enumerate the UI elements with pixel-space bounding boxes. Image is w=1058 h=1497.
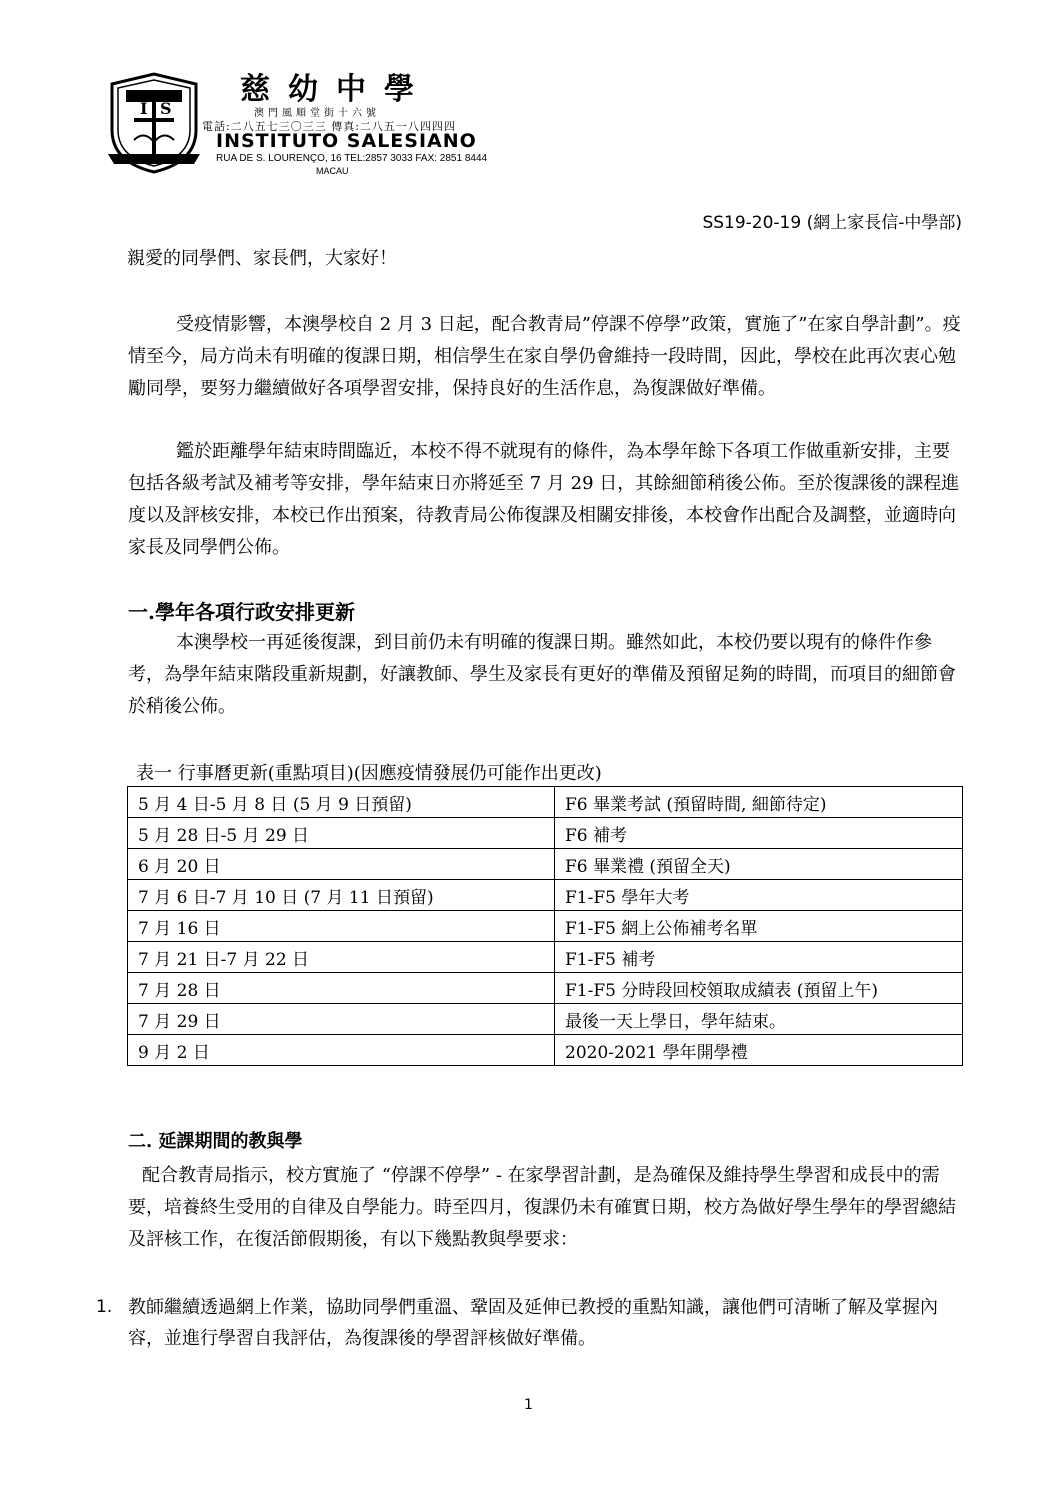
- paragraph-intro-2: 鑑於距離學年結束時間臨近，本校不得不就現有的條件，為本學年餘下各項工作做重新安排，主要包括各級考試及補考等安排，學年結束日亦將延至 7 月 29 日，其餘細節稍後公佈。至於復課後的課程進度以及評核安排，本校已作出預案，待教青局公佈復課及相關安排後，本校會作出配合及調整，並適時向家長及同學們公佈。: [128, 441, 960, 558]
- table-row: [128, 849, 963, 880]
- section2-body: 配合教青局指示，校方實施了 “停課不停學” - 在家學習計劃，是為確保及維持學生學習和成長中的需要，培養終生受用的自律及自學能力。時至四月，復課仍未有確實日期，校方為做好學生學年的學習總結及評核工作，在復活節假期後，有以下幾點教與學要求：: [128, 1165, 956, 1250]
- table-cell-event: F6 畢業考試 (預留時間, 細節待定): [555, 787, 963, 818]
- school-address-cn: 澳門風順堂街十六號: [254, 108, 380, 119]
- school-name-cn: 慈幼中學: [240, 72, 432, 107]
- paragraph-intro-1: 受疫情影響，本澳學校自 2 月 3 日起，配合教青局”停課不停學”政策，實施了”在家自學計劃”。疫情至今，局方尚未有明確的復課日期，相信學生在家自學仍會維持一段時間，因此，學校在此再次衷心勉勵同學，要努力繼續做好各項學習安排，保持良好的生活作息，為復課做好準備。: [128, 314, 961, 399]
- table-cell-date: 5 月 4 日-5 月 8 日 (5 月 9 日預留): [128, 787, 555, 818]
- list-item-text: 教師繼續透過網上作業，協助同學們重溫、鞏固及延伸已教授的重點知識，讓他們可清晰了解及掌握內容，並進行學習自我評估，為復課後的學習評核做好準備。: [128, 1297, 938, 1349]
- greeting: 親愛的同學們、家長們，大家好！: [127, 248, 397, 269]
- table-cell-event: F1-F5 分時段回校領取成績表 (預留上午): [555, 973, 963, 1004]
- table-cell-event: 2020-2021 學年開學禮: [555, 1035, 963, 1066]
- table-row: [128, 942, 963, 973]
- table-cell-date: 7 月 21 日-7 月 22 日: [128, 942, 555, 973]
- school-address-pt: RUA DE S. LOURENÇO, 16 TEL:2857 3033 FAX: 2851 8444: [216, 153, 488, 164]
- table-cell-date: 7 月 6 日-7 月 10 日 (7 月 11 日預留): [128, 880, 555, 911]
- school-city-pt: MACAU: [316, 166, 349, 176]
- list-item-number: 1.: [96, 1297, 113, 1317]
- table-cell-event: F1-F5 學年大考: [555, 880, 963, 911]
- table-caption: 表一 行事曆更新(重點項目)(因應疫情發展仍可能作出更改): [136, 763, 602, 784]
- table-cell-event: F6 畢業禮 (預留全天): [555, 849, 963, 880]
- table-row: [128, 787, 963, 818]
- list-item: [96, 1292, 964, 1354]
- page-number: 1: [524, 1397, 533, 1413]
- letterhead: [104, 64, 504, 184]
- table-row: [128, 911, 963, 942]
- table-row: [128, 973, 963, 1004]
- table-row: [128, 1035, 963, 1066]
- table-cell-event: F1-F5 補考: [555, 942, 963, 973]
- table-row: [128, 1004, 963, 1035]
- section1-heading: 一.學年各項行政安排更新: [128, 600, 355, 624]
- table-cell-date: 6 月 20 日: [128, 849, 555, 880]
- school-crest-icon: [104, 70, 204, 174]
- calendar-table: [127, 786, 963, 1066]
- table-cell-date: 9 月 2 日: [128, 1035, 555, 1066]
- section1-body: 本澳學校一再延後復課，到目前仍未有明確的復課日期。雖然如此，本校仍要以現有的條件作參考，為學年結束階段重新規劃，好讓教師、學生及家長有更好的準備及預留足夠的時間，而項目的細節會於稍後公佈。: [128, 632, 956, 717]
- section2-heading: 二. 延課期間的教與學: [128, 1131, 303, 1152]
- table-row: [128, 818, 963, 849]
- table-cell-event: F1-F5 網上公佈補考名單: [555, 911, 963, 942]
- table-row: [128, 880, 963, 911]
- school-tel-fax-cn: 電話:二八五七三〇三三 傳真:二八五一八四四四: [202, 120, 456, 133]
- school-name-pt: INSTITUTO SALESIANO: [216, 130, 477, 152]
- table-cell-date: 7 月 29 日: [128, 1004, 555, 1035]
- table-cell-date: 7 月 16 日: [128, 911, 555, 942]
- svg-text:I: I: [140, 99, 148, 118]
- table-cell-event: F6 補考: [555, 818, 963, 849]
- document-reference: SS19-20-19 (網上家長信-中學部): [702, 213, 962, 233]
- table-cell-event: 最後一天上學日，學年結束。: [555, 1004, 963, 1035]
- table-cell-date: 5 月 28 日-5 月 29 日: [128, 818, 555, 849]
- svg-text:S: S: [160, 99, 172, 118]
- table-cell-date: 7 月 28 日: [128, 973, 555, 1004]
